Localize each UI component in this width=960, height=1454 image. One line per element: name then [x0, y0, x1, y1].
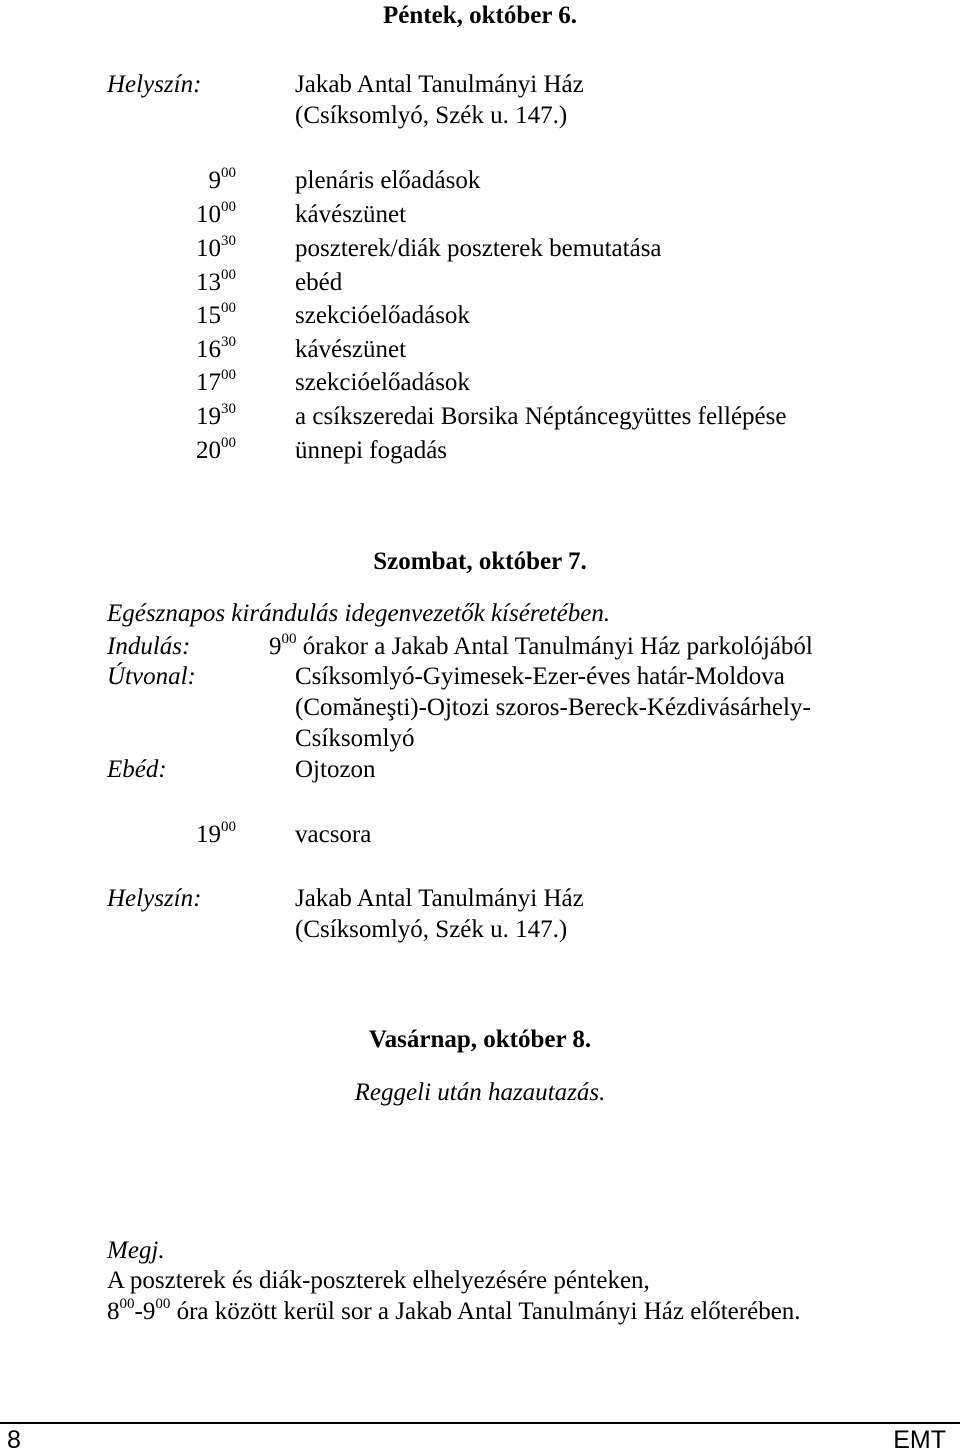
- schedule-event: ünnepi fogadás: [295, 437, 448, 464]
- footer-rule: [0, 1422, 960, 1424]
- route-line3: Csíksomlyó: [295, 725, 415, 752]
- saturday-location-label: Helyszín:: [107, 885, 202, 912]
- schedule-event: kávészünet: [295, 336, 407, 363]
- departure-text: $9^{00}$ órakor a Jakab Antal Tanulmányi Ház parkolójából: [269, 631, 813, 660]
- schedule-time: $20^{00}$: [196, 435, 236, 464]
- schedule-event: szekcióelőadások: [295, 302, 470, 329]
- dinner-text: vacsora: [295, 821, 372, 848]
- schedule-event: szekcióelőadások: [295, 369, 470, 396]
- friday-title: Péntek, október 6.: [383, 2, 577, 29]
- schedule-time: $13^{00}$: [196, 267, 236, 296]
- schedule-time: $10^{00}$: [196, 199, 236, 228]
- sunday-title: Vasárnap, október 8.: [368, 1026, 592, 1053]
- saturday-location-line2: (Csíksomlyó, Szék u. 147.): [295, 916, 568, 943]
- schedule-time: $15^{00}$: [196, 300, 236, 329]
- footer-brand: EMT: [893, 1426, 946, 1454]
- schedule-time: $16^{30}$: [196, 334, 236, 363]
- schedule-time: $19^{30}$: [196, 401, 236, 430]
- schedule-time: $10^{30}$: [196, 233, 236, 262]
- note-line2: $8^{00}-9^{00}$ óra között kerül sor a Jakab Antal Tanulmányi Ház előterében.: [107, 1296, 801, 1325]
- saturday-location-line1: Jakab Antal Tanulmányi Ház: [295, 885, 584, 912]
- dinner-time: $19^{00}$: [196, 819, 236, 848]
- friday-location-line2: (Csíksomlyó, Szék u. 147.): [295, 102, 568, 129]
- sunday-subtitle: Reggeli után hazautazás.: [354, 1079, 606, 1106]
- saturday-title: Szombat, október 7.: [373, 548, 587, 575]
- schedule-event: plenáris előadások: [295, 167, 481, 194]
- page-number: 8: [7, 1426, 21, 1454]
- saturday-subtitle: Egésznapos kirándulás idegenvezetők kíséretében.: [107, 600, 611, 627]
- schedule-event: poszterek/diák poszterek bemutatása: [295, 235, 662, 262]
- departure-label: Indulás:: [107, 633, 191, 660]
- note-line1: A poszterek és diák-poszterek elhelyezésére pénteken,: [107, 1267, 650, 1294]
- lunch-label: Ebéd:: [107, 756, 167, 783]
- route-label: Útvonal:: [107, 663, 196, 690]
- schedule-event: kávészünet: [295, 201, 407, 228]
- friday-location-line1: Jakab Antal Tanulmányi Ház: [295, 71, 584, 98]
- note-label: Megj.: [107, 1237, 165, 1264]
- schedule-event: a csíkszeredai Borsika Néptáncegyüttes fellépése: [295, 403, 787, 430]
- schedule-time: $9^{00}$: [208, 165, 236, 194]
- route-line1: Csíksomlyó-Gyimesek-Ezer-éves határ-Moldova: [295, 663, 785, 690]
- friday-location-label: Helyszín:: [107, 71, 202, 98]
- schedule-time: $17^{00}$: [196, 367, 236, 396]
- route-line2: (Comăneşti)-Ojtozi szoros-Bereck-Kézdivásárhely-: [295, 694, 811, 721]
- lunch-text: Ojtozon: [295, 756, 376, 783]
- schedule-event: ebéd: [295, 269, 343, 296]
